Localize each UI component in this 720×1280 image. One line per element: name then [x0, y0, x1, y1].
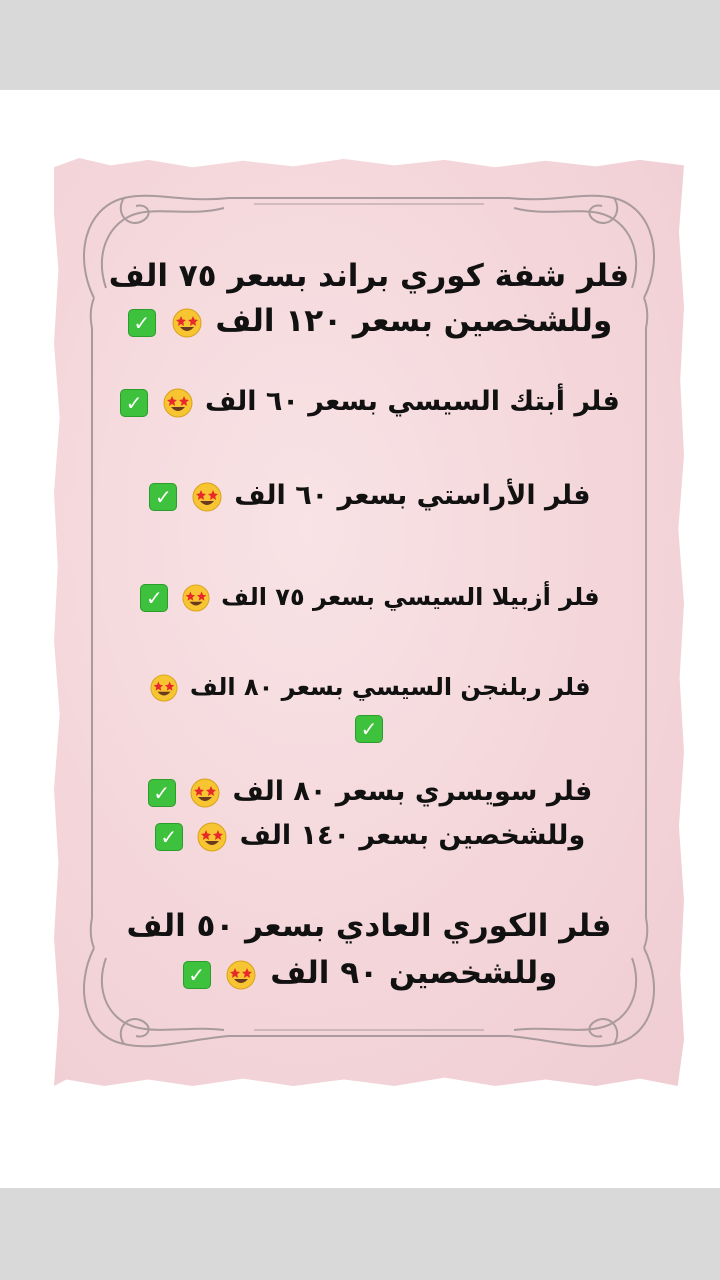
list-item — [54, 583, 684, 612]
list-item — [54, 480, 684, 512]
check-mark-icon: ✓ — [155, 823, 183, 851]
item-line: وللشخصين ٩٠ الف — [270, 955, 558, 991]
list-item — [54, 776, 684, 808]
list-item — [54, 303, 684, 339]
item-line: فلر سويسري بسعر ٨٠ الف — [232, 776, 593, 807]
check-mark-icon: ✓ — [148, 779, 176, 807]
item-line: فلر أبتك السيسي بسعر ٦٠ الف — [204, 386, 620, 417]
list-item — [54, 714, 684, 743]
star-struck-emoji-icon — [190, 778, 220, 808]
item-line: فلر ربلنجن السيسي بسعر ٨٠ الف — [189, 673, 591, 701]
list-item — [54, 386, 684, 418]
check-mark-icon: ✓ — [355, 715, 383, 743]
check-mark-icon: ✓ — [120, 389, 148, 417]
star-struck-emoji-icon — [172, 308, 202, 338]
star-struck-emoji-icon — [197, 822, 227, 852]
check-mark-icon: ✓ — [128, 309, 156, 337]
list-item — [54, 820, 684, 852]
item-line: فلر أزبيلا السيسي بسعر ٧٥ الف — [221, 583, 600, 611]
list-item — [54, 908, 684, 944]
bottom-gray-bar — [0, 1188, 720, 1280]
top-gray-bar — [0, 0, 720, 90]
star-struck-emoji-icon — [150, 674, 178, 702]
item-line: فلر الكوري العادي بسعر ٥٠ الف — [126, 908, 612, 944]
item-line: فلر الأراستي بسعر ٦٠ الف — [234, 480, 591, 511]
star-struck-emoji-icon — [226, 960, 256, 990]
star-struck-emoji-icon — [182, 584, 210, 612]
menu-list — [54, 158, 684, 1086]
list-item — [54, 258, 684, 294]
item-line: فلر شفة كوري براند بسعر ٧٥ الف — [108, 258, 630, 294]
star-struck-emoji-icon — [163, 388, 193, 418]
check-mark-icon: ✓ — [140, 584, 168, 612]
check-mark-icon: ✓ — [183, 961, 211, 989]
star-struck-emoji-icon — [192, 482, 222, 512]
list-item — [54, 673, 684, 702]
check-mark-icon: ✓ — [149, 483, 177, 511]
item-line: وللشخصين بسعر ١٤٠ الف — [239, 820, 586, 851]
item-line: وللشخصين بسعر ١٢٠ الف — [215, 303, 613, 339]
list-item — [54, 955, 684, 991]
